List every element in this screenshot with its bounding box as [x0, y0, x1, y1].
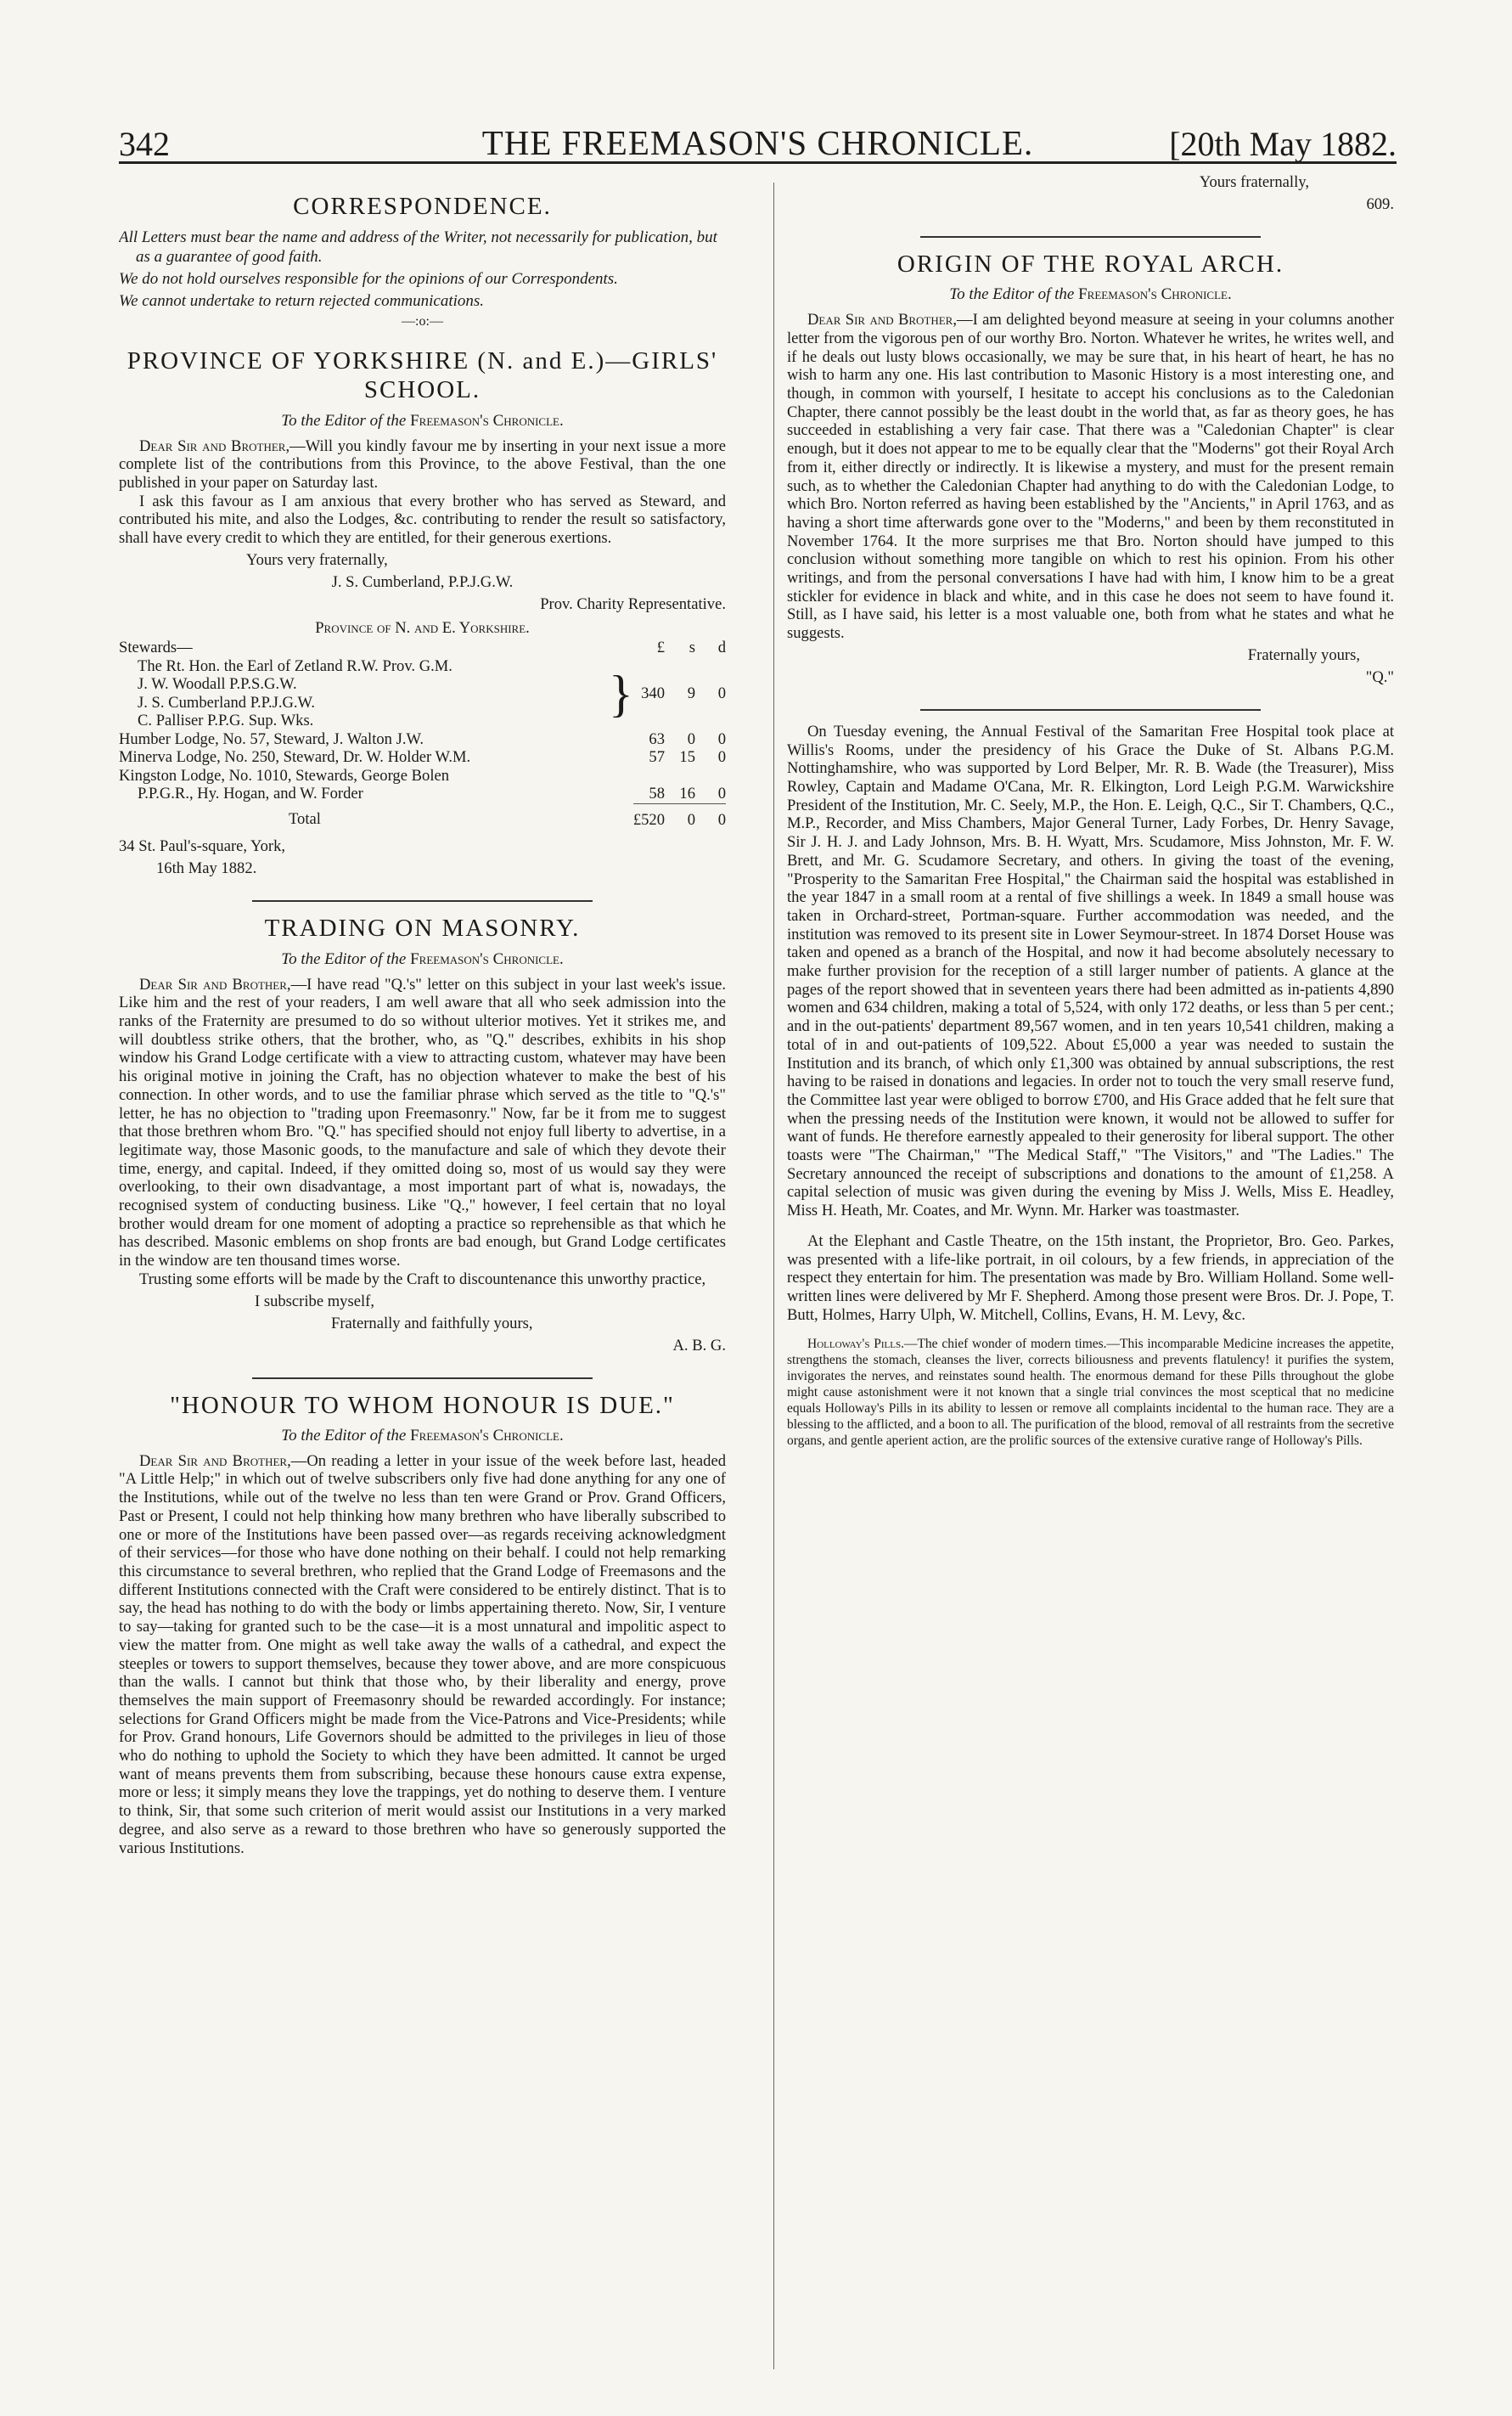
yorkshire-para-1 — [119, 437, 726, 493]
separator-ornament: —:o:— — [402, 314, 443, 329]
yorkshire-address: 34 St. Paul's-square, York, — [119, 837, 286, 856]
amount-pence: 0 — [717, 785, 726, 803]
amount-shillings: 15 — [679, 748, 695, 767]
salutation: Dear Sir and Brother, — [139, 436, 290, 455]
steward-name: The Rt. Hon. the Earl of Zetland R.W. Prov. G.M. — [138, 656, 452, 675]
editor-prefix: To the Editor of the — [281, 949, 407, 968]
left-column — [119, 170, 726, 2378]
yorkshire-signature-title: Prov. Charity Representative. — [540, 594, 726, 613]
yorkshire-editor-line — [119, 412, 726, 431]
correspondence-notices — [119, 228, 726, 311]
advert-text: —The chief wonder of modern times.—This incomparable Medicine increases the appetite, strengthens the stomach, cleanses the liver, corrects biliousness and prevents flatulency! it purifies the system, invigorates the nerves, and reinstates sound health. The enormous demand for these Pills throughout the globe might cause astonishment were it not known that a single trial convinces the most sceptical that no medicine equals Holloway's Pills in its ability to lessen or remove all complaints incidental to the human race. They are a blessing to the afflicted, and a boon to all. The purification of the blood, removal of all restraints from the secretive organs, and gentle aperient action, are the prolific sources of the extensive curative range of Holloway's Pills. — [787, 1337, 1394, 1449]
pence-header: d — [717, 639, 726, 657]
group-pence: 0 — [717, 684, 726, 703]
stewards-list — [119, 619, 726, 830]
honour-para-1-text: —On reading a letter in your issue of the week before last, headed "A Little Help;" in which out of twelve subscribers only five had done anything for any one of the Institutions, while out of the twelve no less than ten were Grand or Prov. Grand Officers, Past or Present, I could not help thinking how many brethren who have liberally subscribed to one or more of the Institutions have been passed over—as regards receiving acknowledgment of their services—for those who have done nothing on their behalf. I could not help remarking this circumstance to several brethren, who replied that the Grand Lodge of Freemasons and the different Institutions connected with the Craft were considered to be entirely distinct. That is to say, the head has nothing to do with the body or limbs appertaining thereto. Now, Sir, I venture to say—taking for granted such to be the case—it is a most unnatural and impolitic aspect to view the matter from. One might as well take away the walls of a cathedral, and expect the steeples or towers to support themselves, because they tower above, and are more conspicuous than the walls. I cannot but think that those who, by their liberality and energy, prove themselves the main support of Freemasonry should be rewarded accordingly. For instance; selections for Grand Officers might be made from the Vice-Patrons and Vice-Presidents; while for Prov. Grand honours, Life Governors should be admitted to the privileges in lieu of those who do nothing to uphold the Society to which they have been admitted. It cannot be urged want of means prevents them from subscribing, because these honours cause extra expense, more or less; it simply means they love the trappings, yet do nothing to deserve them. I venture to think, Sir, that some such criterion of merit would assist our Institutions in a very marked degree, and also serve as a reward to those brethren who have so generously supported the various Institutions. — [119, 1451, 726, 1857]
royal-arch-para-1 — [787, 311, 1394, 643]
samaritan-report: On Tuesday evening, the Annual Festival of the Samaritan Free Hospital took place at Willis's Rooms, under the presidency of his Grace the Duke of St. Albans P.G.M. Nottinghamshire, who was supported by Lord Belper, Mr. R. B. Wade (the Treasurer), Miss Rowley, Captain and Madame O'Cana, Mr. R. Elkington, Lord Leigh P.G.M. Warwickshire President of the Institution, Mr. C. Seely, M.P., the Hon. E. Leigh, Q.C., Sir T. Chambers, Q.C., M.P., Recorder, and Miss Chambers, Major General Turner, Lady Forbes, Dr. Henry Savage, Sir J. H. J. and Lady Johnson, Mrs. B. H. Wyatt, Mrs. Scudamore, Miss Johnston, Mr. F. W. Brett, and Mr. G. Scudamore Secretary, and others. In giving the toast of the evening, "Prosperity to the Samaritan Free Hospital," the Chairman said the hospital was established in the year 1847 in a small room at a rental of five shillings a week. In 1849 a small house was taken in Orchard-street, Portman-square. Further accommodation was needed, and the institution was removed to its present site in Lower Seymour-street. In 1874 Dorset House was taken and opened as a branch of the Hospital, and now it had become absolutely necessary to make further provision for the reception of a still larger number of patients. A glance at the pages of the report showed that in seventeen years there had been admitted as in-patients 4,890 women and 634 children, making a total of 5,524, with only 172 deaths, or less than 5 per cent.; and in the out-patients' department 89,567 women, and in ten years 10,541 children, making a total of in and out-patients of 109,522. About £5,000 a year was needed to sustain the Institution and its branch, of which only £1,300 was obtained by annual subscriptions, the rest having to be raised in donations and legacies. In order not to touch the very small reserve fund, the Committee last year were obliged to borrow £700, and His Grace added that he felt sure that when the pressing needs of the Institution were known, it would not be allowed to suffer for want of funds. He therefore earnestly appealed to their generosity for liberal support. The other toasts were "The Chairman," "The Medical Staff," "The Visitors," and "The Ladies." The Secretary announced the receipt of subscriptions and donations to the amount of £1,258. A capital selection of music was given during the evening by Miss J. Wells, Miss E. Headley, Miss H. Heath, Mr. Coates, and Mr. Wynn. Mr. Harker was toastmaster. — [787, 722, 1394, 1220]
table-row — [119, 767, 726, 786]
stewards-label: Stewards— — [119, 639, 193, 657]
trading-heading: TRADING ON MASONRY. — [264, 915, 581, 943]
editor-paper: Freemason's Chronicle. — [410, 949, 564, 968]
steward-name: J. W. Woodall P.P.S.G.W. — [138, 675, 297, 694]
group-shillings: 9 — [687, 684, 695, 703]
stewards-list-title: Province of N. and E. Yorkshire. — [315, 618, 530, 637]
editor-prefix: To the Editor of the — [281, 1426, 407, 1445]
section-rule — [252, 1377, 592, 1379]
yorkshire-heading: PROVINCE OF YORKSHIRE (N. and E.)—GIRLS' SCHOOL. — [126, 347, 718, 404]
lodge-name-cont: P.P.G.R., Hy. Hogan, and W. Forder — [138, 785, 363, 803]
table-header-row — [119, 639, 726, 657]
amount-shillings: 16 — [679, 785, 695, 803]
lodge-name: Minerva Lodge, No. 250, Steward, Dr. W. Holder W.M. — [119, 748, 471, 767]
group-pounds: 340 — [641, 684, 665, 703]
pounds-header: £ — [656, 639, 665, 657]
total-label: Total — [289, 810, 321, 829]
trading-signature: A. B. G. — [672, 1336, 726, 1354]
honour-editor-line — [119, 1427, 726, 1445]
yorkshire-date: 16th May 1882. — [156, 859, 257, 878]
total-pounds: £520 — [633, 803, 665, 829]
editor-prefix: To the Editor of the — [281, 411, 407, 430]
amount-pence: 0 — [717, 729, 726, 748]
page-number: 342 — [119, 125, 170, 163]
notice-rejected: We cannot undertake to return rejected communications. — [119, 292, 485, 311]
table-row: The Rt. Hon. the Earl of Zetland R.W. Prov. G.M. } 340 9 0 — [119, 657, 726, 676]
lodge-name: Kingston Lodge, No. 1010, Stewards, George Bolen — [119, 766, 450, 785]
royal-arch-closing: Fraternally yours, — [1247, 645, 1360, 664]
amount-pounds: 63 — [649, 729, 665, 748]
table-row — [119, 730, 726, 749]
elephant-castle-report: At the Elephant and Castle Theatre, on the 15th instant, the Proprietor, Bro. Geo. Parkes, was presented with a life-like portrait, in oil colours, by a few friends, in appreciation of the respect they entertain for him. The presentation was made by Bro. William Holland. Some well-written lines were delivered by Mr F. Shepherd. Among those present were Bros. Dr. J. Pope, T. Butt, Holmes, Harry Ulph, W. Mitchell, Collins, Evans, H. M. Levy, &c. — [787, 1231, 1394, 1324]
shillings-header: s — [689, 639, 695, 657]
publication-title: THE FREEMASON'S CHRONICLE. — [481, 123, 1034, 162]
editor-paper: Freemason's Chronicle. — [410, 1426, 564, 1445]
trading-para-1 — [119, 976, 726, 1270]
amount-pence: 0 — [717, 748, 726, 767]
trading-close-2: Fraternally and faithfully yours, — [331, 1314, 533, 1332]
table-row — [119, 785, 726, 803]
honour-para-1 — [119, 1452, 726, 1857]
yorkshire-para-2: I ask this favour as I am anxious that every brother who has served as Steward, and contributed his mite, and also the Lodges, &c. contributing to render the result so satisfactory, shall have every credit to which they are entitled, for their generous exertions. — [119, 492, 726, 548]
masthead — [119, 119, 1397, 164]
notice-opinions: We do not hold ourselves responsible for the opinions of our Correspondents. — [119, 270, 618, 289]
advert-lead: Holloway's Pills. — [807, 1337, 904, 1352]
lodge-name: Humber Lodge, No. 57, Steward, J. Walton J.W. — [119, 729, 424, 748]
trading-para-2: Trusting some efforts will be made by the Craft to discountenance this unworthy practice, — [139, 1270, 706, 1288]
column-rule — [773, 183, 774, 2369]
salutation: Dear Sir and Brother, — [139, 975, 291, 994]
right-column — [787, 170, 1394, 2378]
total-pence: 0 — [695, 803, 726, 829]
correspondence-heading: CORRESPONDENCE. — [293, 193, 552, 220]
yorkshire-closing: Yours very fraternally, — [246, 550, 388, 569]
steward-name: J. S. Cumberland P.P.J.G.W. — [138, 693, 316, 712]
notice-letters: All Letters must bear the name and address of the Writer, not necessarily for publication, but as a guarantee of good faith. — [119, 228, 717, 267]
royal-arch-editor-line — [787, 285, 1394, 304]
total-shillings: 0 — [665, 803, 695, 829]
stewards-table — [119, 639, 726, 829]
section-rule — [920, 709, 1260, 711]
honour-closing: Yours fraternally, — [1199, 173, 1309, 191]
salutation: Dear Sir and Brother, — [139, 1451, 291, 1470]
trading-editor-line — [119, 950, 726, 969]
amount-pounds: 58 — [649, 785, 665, 803]
royal-arch-heading: ORIGIN OF THE ROYAL ARCH. — [897, 251, 1284, 278]
editor-prefix: To the Editor of the — [949, 285, 1075, 304]
steward-name: C. Palliser P.P.G. Sup. Wks. — [138, 712, 314, 730]
total-row — [119, 803, 726, 829]
honour-heading: "HONOUR TO WHOM HONOUR IS DUE." — [170, 1391, 675, 1419]
yorkshire-para-1-text: —Will you kindly favour me by inserting in your next issue a more complete list of the contributions from this Province, to the above Festival, than the one published in your paper on Saturday last. — [119, 436, 726, 493]
royal-arch-signature: "Q." — [1365, 667, 1394, 686]
editor-paper: Freemason's Chronicle. — [410, 411, 564, 430]
trading-para-1-text: —I have read "Q.'s" letter on this subject in your last week's issue. Like him and the rest of your readers, I am well aware that all who seek admission into the ranks of the Fraternity are presumed to do so without ulterior motives. Yet it strikes me, and will doubtless strike others, that the brother, who, as "Q." describes, exhibits in his shop window his Grand Lodge certificate with a view to attracting custom, whatever may have been his original motive in joining the Craft, has no objection whatever to make the best of his connection. In other words, and to use the familiar phrase which served as the title to "Q.'s" letter, he has no objection to "trading upon Freemasonry." Now, far be it from me to suggest that those brethren whom Bro. "Q." has specified should not enjoy full liberty to advertise, in a legitimate way, those Masonic goods, to the manufacture and sale of which they devote their time, energy, and capital. Indeed, if they omitted doing so, most of us would say they were overlooking, to their own disadvantage, a most important part of what is, nowadays, the recognised system of conducting business. Like "Q.," however, I feel certain that no loyal brother would dream for one moment of adopting a practice so reprehensible as that which he has described. Masonic emblems on shop fronts are bad enough, but Grand Lodge certificates in the window are ten thousand times worse. — [119, 975, 726, 1270]
amount-pounds: 57 — [649, 748, 665, 767]
section-rule — [252, 900, 592, 902]
section-rule — [920, 236, 1260, 238]
table-row — [119, 748, 726, 767]
holloway-advert — [787, 1336, 1394, 1449]
amount-shillings: 0 — [687, 729, 695, 748]
royal-arch-para-1-text: —I am delighted beyond measure at seeing in your columns another letter from the vigorous pen of our worthy Bro. Norton. Whatever he writes, he writes well, and if he deals out lusty blows occasionally, we may be sure that, in his heart of heart, he has no wish to harm any one. His last contribution to Masonic History is a most interesting one, and though, in common with yourself, I hesitate to accept his conclusions as to the Caledonian Chapter, there cannot possibly be the least doubt in the world that, as far as theory goes, he has succeeded in establishing a very fair case. That there was a "Caledonian Chapter" is clear enough, but it does not appear to me to be equally clear that the "Moderns" got their Royal Arch from it, either directly or indirectly. It is likewise a mystery, and must for the present remain such, as to whether the Caledonian Chapter had anything to do with the Caledonian Lodge, to which Bro. Norton referred as having been established by the "Ancients," in April 1763, and as having a short time afterwards gone over to the "Moderns," and been by them reconstituted in November 1764. It the more surprises me that Bro. Norton should have jumped to this conclusion without something more tangible on which to rest his opinion. From his other writings, and from the personal conversations I have had with him, I know him to be a great stickler for evidence in black and white, and in this case he does not seem to have found it. Still, as I have said, his letter is a most valuable one, both from what he states and what he suggests. — [787, 311, 1394, 643]
salutation: Dear Sir and Brother, — [807, 311, 957, 329]
issue-date: [20th May 1882. — [1169, 125, 1397, 163]
editor-paper: Freemason's Chronicle. — [1078, 285, 1232, 304]
honour-signature: 609. — [1366, 195, 1394, 213]
yorkshire-signature: J. S. Cumberland, P.P.J.G.W. — [331, 572, 514, 591]
trading-close-1: I subscribe myself, — [255, 1292, 374, 1310]
